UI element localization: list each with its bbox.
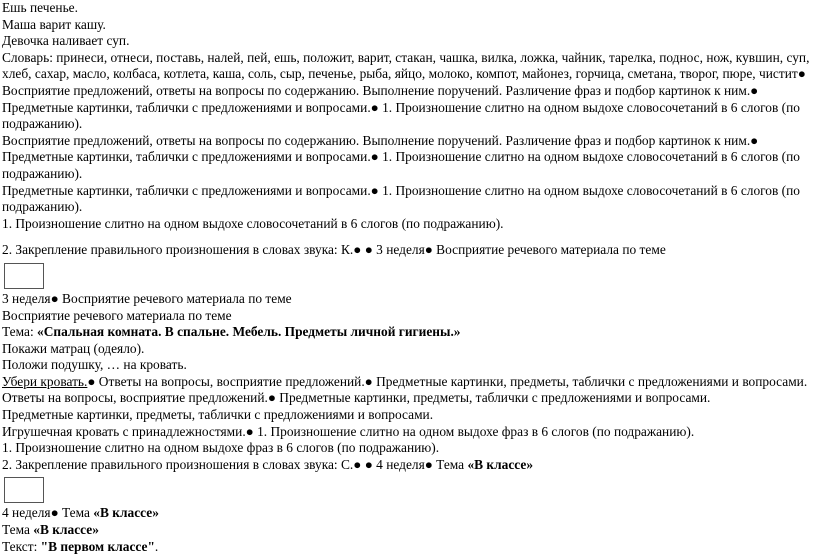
topic-title: «В классе» <box>93 505 159 521</box>
text-span: ● Ответы на вопросы, восприятие предложений.● Предметные картинки, предметы, таблички с предложениями и вопросами. <box>87 373 808 389</box>
vocabulary-paragraph: Словарь: принеси, отнеси, поставь, налей, пей, ешь, положит, варит, стакан, чашка, вилка, ложка, чайник, тарелка, поднос, нож, кувшин, суп, хлеб, сахар, масло, колбаса, котлета, каша, соль, сыр, печенье, рыба, яйцо, молоко, компот, майонез, горчица, сметана, творог, пюре, чистит● Восприятие предложений, ответы на вопросы по содержанию. Выполнение поручений. Различение фраз и подбор картинок к ним.● Предметные картинки, таблички с предложениями и вопросами.● 1. Произношение слитно на одном выдохе словосочетаний в 6 слогов (по подражанию). <box>2 49 810 132</box>
topic-label: Тема: <box>2 324 38 340</box>
text-line: 3 неделя● Восприятие речевого материала по теме <box>2 290 292 306</box>
text-line <box>2 457 816 474</box>
text-line: Восприятие речевого материала по теме <box>2 307 232 323</box>
text-line: 2. Закрепление правильного произношения в словах звука: К.● ● 3 неделя● Восприятие речевого материала по теме <box>2 242 666 258</box>
text-line: 1. Произношение слитно на одном выдохе фраз в 6 слогов (по подражанию). <box>2 440 440 456</box>
empty-table-cell <box>4 477 44 503</box>
topic-line <box>2 324 816 341</box>
text-line: Предметные картинки, предметы, таблички с предложениями и вопросами. <box>2 407 434 423</box>
topic-title: «Спальная комната. В спальне. Мебель. Предметы личной гигиены.» <box>37 324 461 340</box>
text-line: Девочка наливает суп. <box>2 33 130 49</box>
text-line <box>2 374 816 391</box>
text-line: Маша варит кашу. <box>2 16 106 32</box>
topic-title: «В классе» <box>33 522 99 538</box>
text-span: Тема <box>2 522 34 538</box>
text-line <box>2 522 816 539</box>
text-span: 2. Закрепление правильного произношения в словах звука: С.● ● 4 неделя● Тема <box>2 456 468 472</box>
text-line: Ешь печенье. <box>2 0 78 15</box>
underlined-phrase: Убери кровать. <box>2 373 88 389</box>
text-line: 1. Произношение слитно на одном выдохе словосочетаний в 6 слогов (по подражанию). <box>2 215 504 231</box>
text-paragraph: Восприятие предложений, ответы на вопросы по содержанию. Выполнение поручений. Различение фраз и подбор картинок к ним.● Предметные картинки, таблички с предложениями и вопросами.● 1. Произношение слитно на одном выдохе словосочетаний в 6 слогов (по подражанию). <box>2 132 800 181</box>
text-title: "В первом классе" <box>40 538 155 554</box>
text-line: Положи подушку, … на кровать. <box>2 357 187 373</box>
text-span: 4 неделя● Тема <box>2 505 94 521</box>
text-line: Ответы на вопросы, восприятие предложений.● Предметные картинки, предметы, таблички с предложениями и вопросами. <box>2 390 711 406</box>
text-paragraph: Предметные картинки, таблички с предложениями и вопросами.● 1. Произношение слитно на одном выдохе словосочетаний в 6 слогов (по подражанию). <box>2 182 800 215</box>
text-label: Текст: <box>2 538 41 554</box>
spacer <box>2 232 816 242</box>
text-line <box>2 539 816 555</box>
text-line: Игрушечная кровать с принадлежностями.● 1. Произношение слитно на одном выдохе фраз в 6 слогов (по подражанию). <box>2 423 695 439</box>
topic-title: «В классе» <box>467 456 534 472</box>
text-line: Покажи матрац (одеяло). <box>2 340 145 356</box>
text-line <box>2 505 816 522</box>
empty-table-cell <box>4 263 44 289</box>
text-span: . <box>154 538 159 554</box>
